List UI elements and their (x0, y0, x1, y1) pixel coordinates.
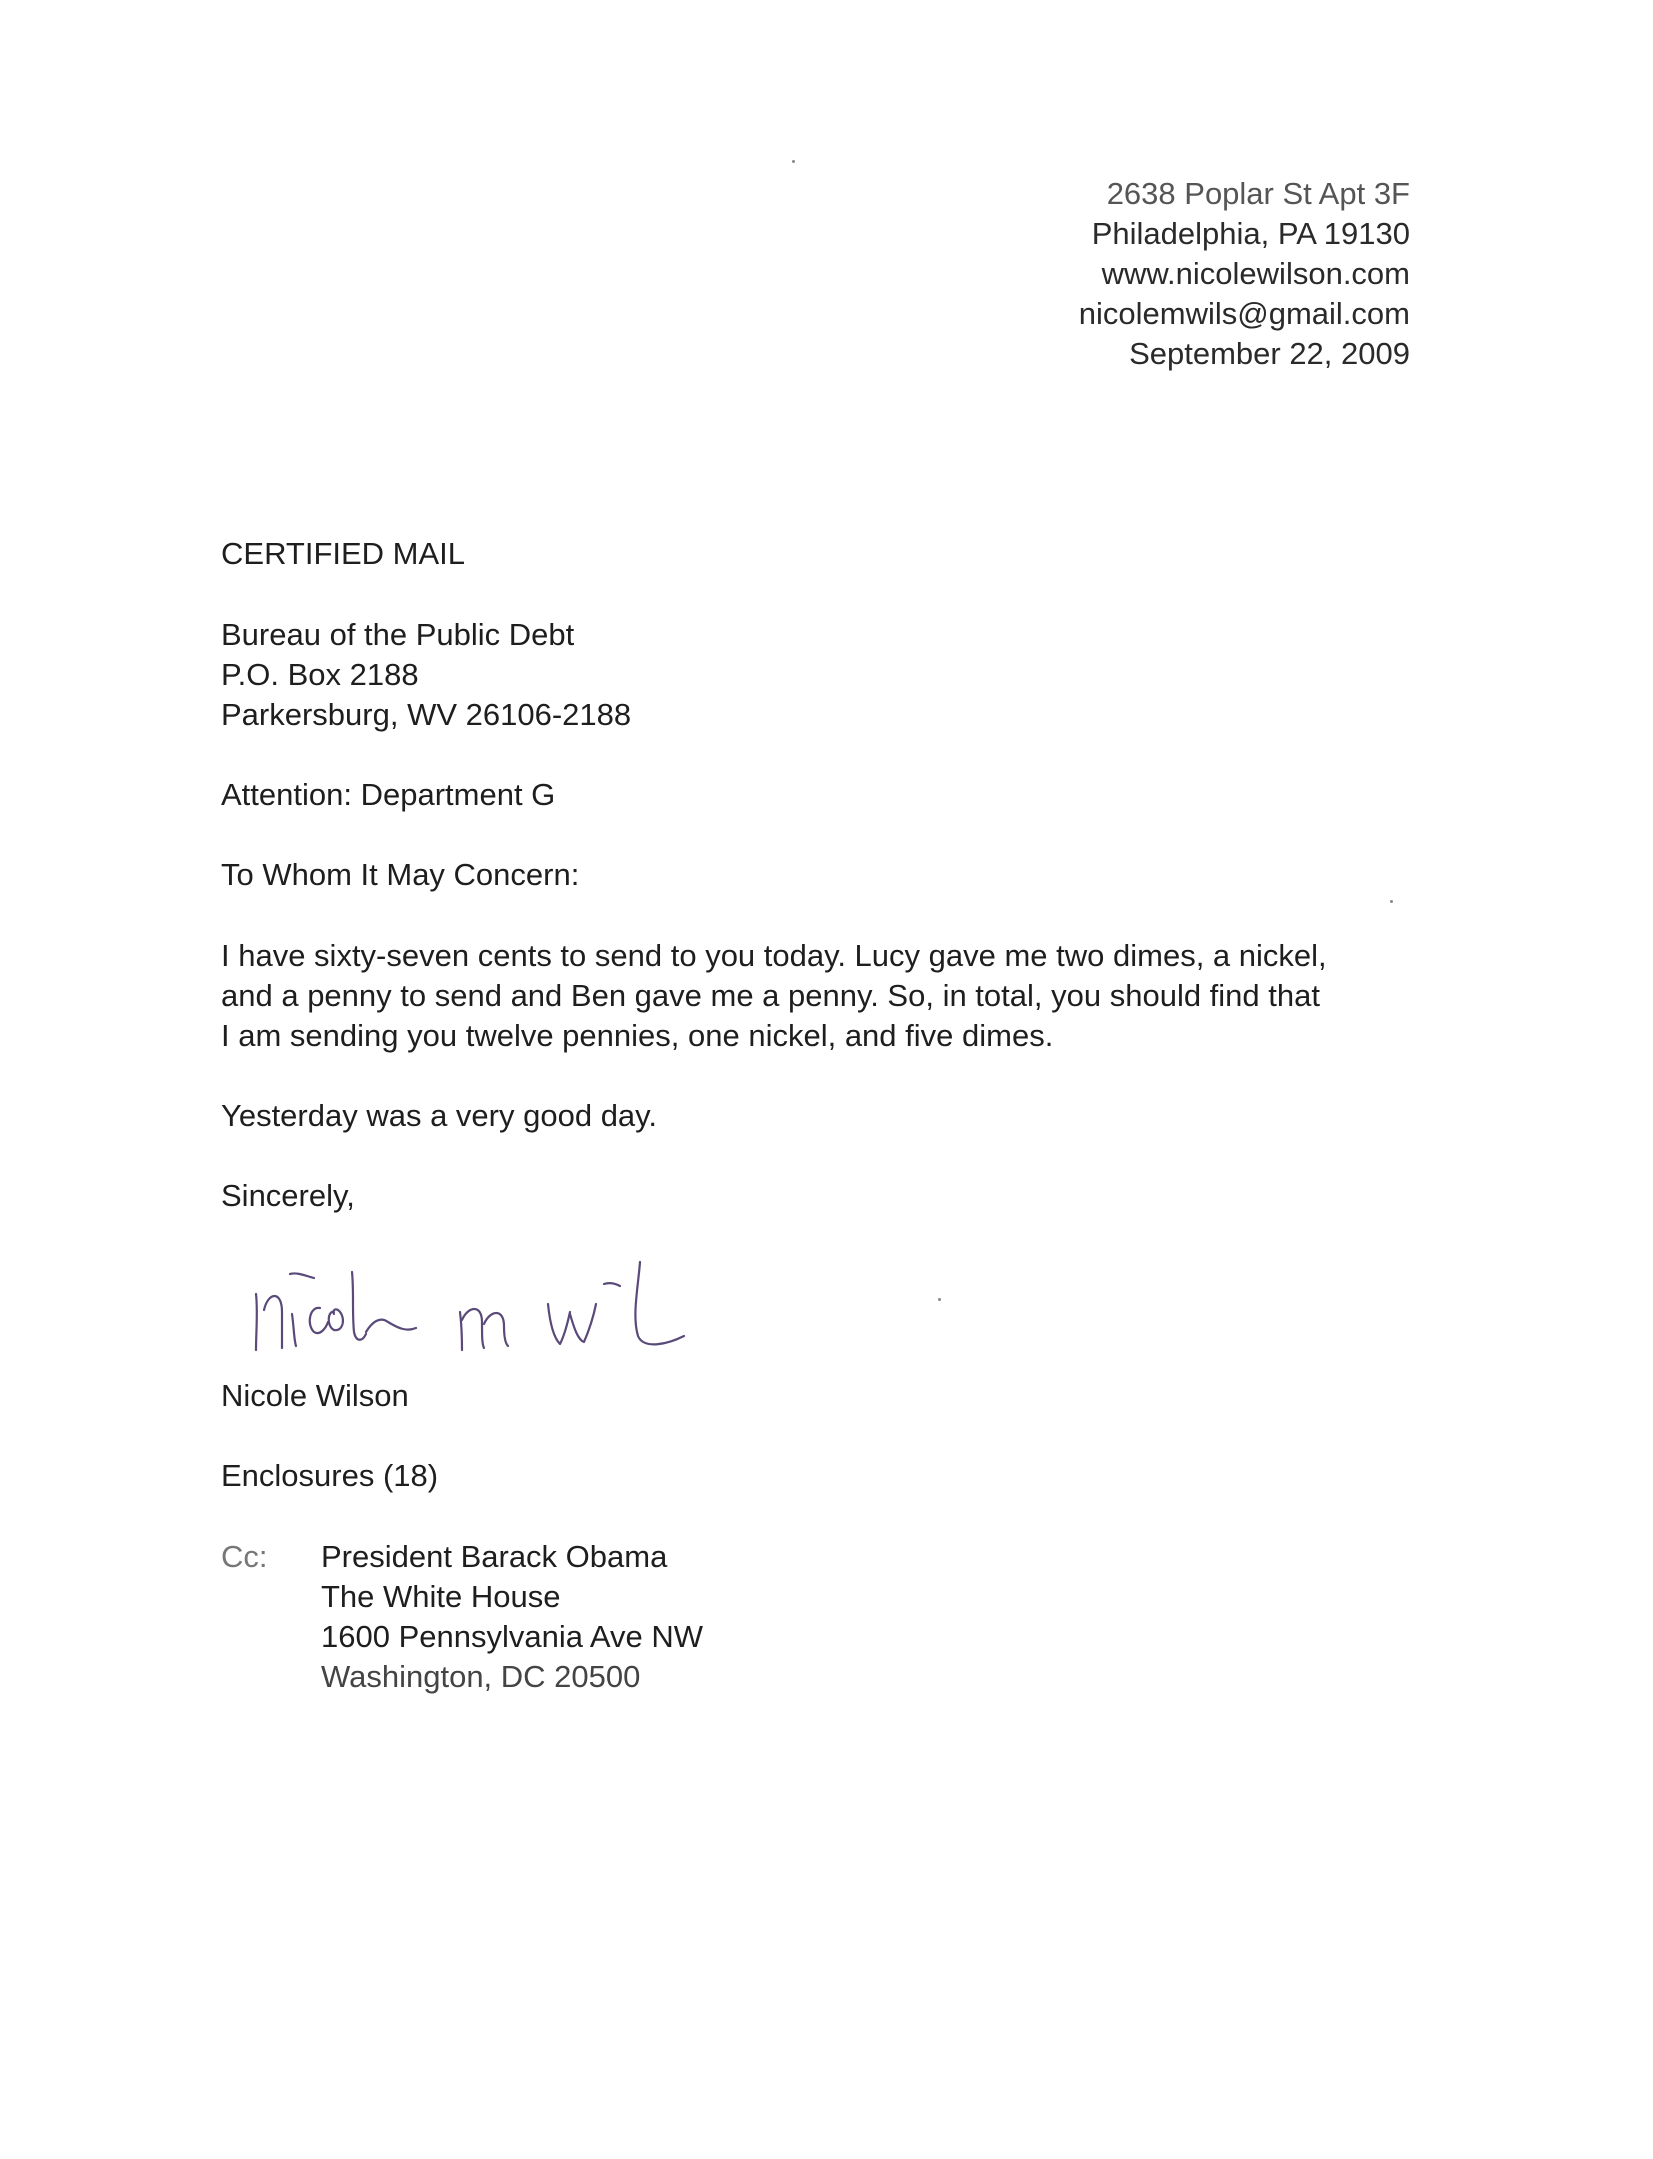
cc-recipient-org: The White House (321, 1579, 561, 1614)
scan-speck (938, 1298, 941, 1301)
cc-recipient-street: 1600 Pennsylvania Ave NW (321, 1619, 703, 1654)
sender-website: www.nicolewilson.com (1101, 256, 1410, 291)
body-line: and a penny to send and Ben gave me a penny. So, in total, you should find that (221, 978, 1320, 1013)
body-closing-line: Yesterday was a very good day. (221, 1098, 657, 1133)
cc-recipient-name: President Barack Obama (321, 1539, 668, 1574)
sender-email: nicolemwils@gmail.com (1078, 296, 1410, 331)
recipient-address-block (221, 615, 631, 735)
attention-line: Attention: Department G (221, 777, 556, 812)
letter-date: September 22, 2009 (1129, 336, 1410, 371)
mail-type: CERTIFIED MAIL (221, 536, 466, 571)
sender-address-block (1079, 174, 1410, 374)
cc-address-block (321, 1537, 703, 1697)
sender-street: 2638 Poplar St Apt 3F (1106, 176, 1410, 211)
recipient-po-box: P.O. Box 2188 (221, 657, 419, 692)
complimentary-close: Sincerely, (221, 1178, 355, 1213)
printed-signature-name: Nicole Wilson (221, 1378, 409, 1413)
enclosures-line: Enclosures (18) (221, 1458, 439, 1493)
scan-speck (792, 160, 795, 163)
recipient-name: Bureau of the Public Debt (221, 617, 575, 652)
scan-speck (1390, 900, 1393, 903)
body-paragraph (221, 936, 1461, 1056)
handwritten-signature (248, 1232, 828, 1362)
cc-recipient-city-state-zip: Washington, DC 20500 (321, 1659, 641, 1694)
body-line: I am sending you twelve pennies, one nickel, and five dimes. (221, 1018, 1054, 1053)
salutation: To Whom It May Concern: (221, 857, 580, 892)
recipient-city-state-zip: Parkersburg, WV 26106-2188 (221, 697, 632, 732)
sender-city-state-zip: Philadelphia, PA 19130 (1091, 216, 1410, 251)
body-line: I have sixty-seven cents to send to you today. Lucy gave me two dimes, a nickel, (221, 938, 1327, 973)
cc-label: Cc: (221, 1539, 268, 1574)
